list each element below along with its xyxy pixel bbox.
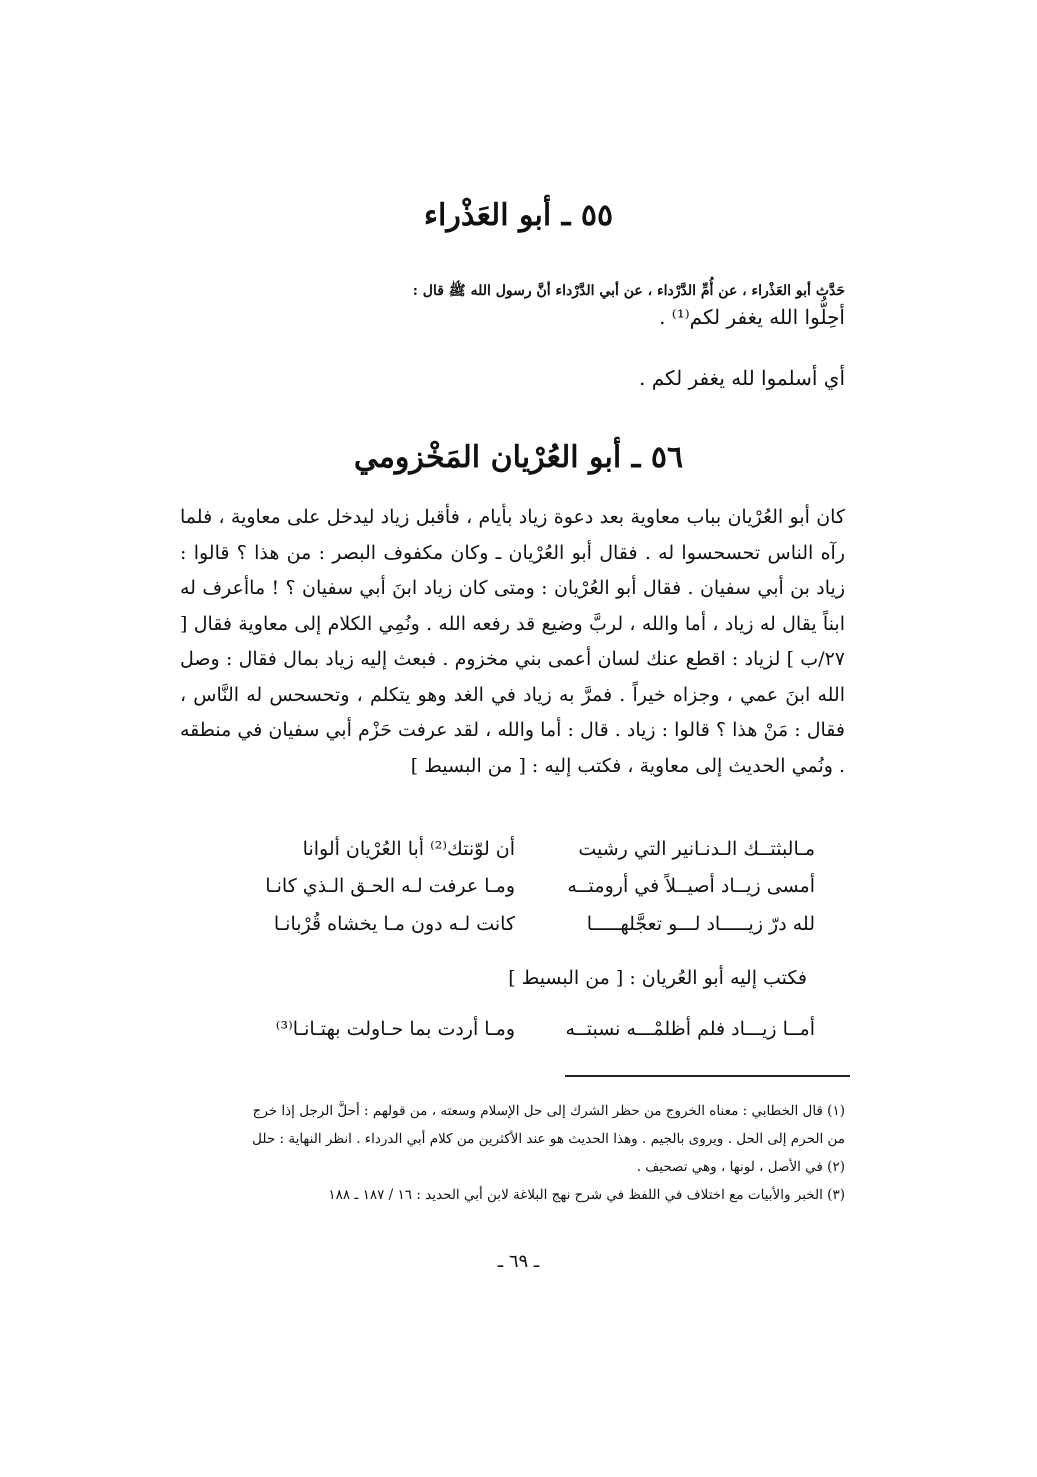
paragraph-text: كان أبو العُرْيان بباب معاوية بعد دعوة زياد بأيام ، فأقبل زياد ليدخل على معاوية ، فلما رآه الناس تحسحسوا له . فقال أبو العُرْيان ـ وكان مكفوف البصر : من هذا ؟ قالوا : زياد بن أبي سفيان . فقال أبو العُرْيان : ومتى كان زياد ابنَ أبي سفيان ؟ ! ماأعرف له ابناً يقال له زياد ، أما والله ، لربَّ وضيع قد رفعه الله . ونُمِي الكلام إلى معاوية فقال [ ٢٧/ب ] لزياد : اقطع عنك لسان أعمى بني مخزوم . فبعث إليه زياد بمال فقال : وصل الله ابنَ عمي ، وجزاه خيراً . فمرَّ به زياد في الغد وهو يتكلم ، وتحسحس له النَّاس ، فقال : مَنْ هذا ؟ قالوا : زياد . قال : أما والله ، لقد عرفت حَزْم أبي سفيان في منطقه . ونُمي الحديث إلى معاوية ، فكتب إليه : [ من البسيط ] — [180, 506, 846, 777]
verse-second-hemistich: ومـا أردت بما حـاولت بهتـانـا⁽³⁾ — [275, 1018, 515, 1040]
poem-verse — [235, 913, 845, 951]
footnote-divider — [565, 1075, 850, 1077]
verse-first-hemistich: مـالبثتــك الـدنـانير التي رشيت — [578, 838, 815, 860]
hadith-explanation: أي أسلموا لله يغفر لكم . — [639, 366, 845, 390]
page-number: ـ ٦٩ ـ — [497, 1251, 540, 1272]
footnotes — [180, 1097, 845, 1209]
verse-second-hemistich: ومـا عرفت لـه الحـق الـذي كانـا — [265, 875, 515, 897]
footnote-line: (٢) في الأصل ، لونها ، وهي تصحيف . — [636, 1159, 845, 1175]
poem-verse — [235, 875, 845, 913]
verse-second-hemistich: كانت لـه دون مـا يخشاه قُرْبانـا — [273, 913, 515, 935]
verse-first-hemistich: لله درّ زيـــــاد لـــو تعجَّلهـــــا — [586, 913, 815, 935]
narrative-paragraph — [180, 500, 845, 784]
verse-second-hemistich: أن لوّنتك⁽²⁾ أبا العُرْيان ألوانا — [302, 838, 515, 860]
footnote-line: من الحرم إلى الحل . ويروى بالجيم . وهذا الحديث هو عند الأكثرين من كلام أبي الدرداء . انظر النهاية : حلل — [252, 1131, 845, 1147]
poem-verse — [235, 1018, 845, 1056]
poem-verse — [235, 838, 845, 876]
reply-intro: فكتب إليه أبو العُريان : [ من البسيط ] — [508, 967, 807, 989]
section-55-title: ٥٥ ـ أبو العَذْراء — [423, 198, 614, 233]
footnote-line: (٣) الخبر والأبيات مع اختلاف في اللفظ في شرح نهج البلاغة لابن أبي الحديد : ١٦ / ١٨٧ ـ ١٨٨ — [328, 1187, 845, 1203]
hadith-text: أحِلُّوا الله يغفر لكم⁽¹⁾ . — [659, 305, 845, 329]
verse-first-hemistich: أمسى زيــاد أصيــلاً في أرومتــه — [567, 875, 815, 897]
verse-first-hemistich: أمــا زيـــاد فلم أظلمْـــه نسبتــه — [565, 1018, 815, 1040]
section-56-title: ٥٦ ـ أبو العُرْيان المَخْزومي — [353, 440, 684, 475]
hadith-isnad: حَدَّث أبو العَذْراء ، عن أُمِّ الدَّرْداء ، عن أبي الدَّرْداء أنَّ رسول الله ﷺ قال : — [412, 283, 845, 299]
footnote-line: (١) قال الخطابي : معناه الخروج من حظر الشرك إلى حل الإسلام وسعته ، من قولهم : أحلَّ الرجل إذا خرج — [252, 1103, 845, 1119]
